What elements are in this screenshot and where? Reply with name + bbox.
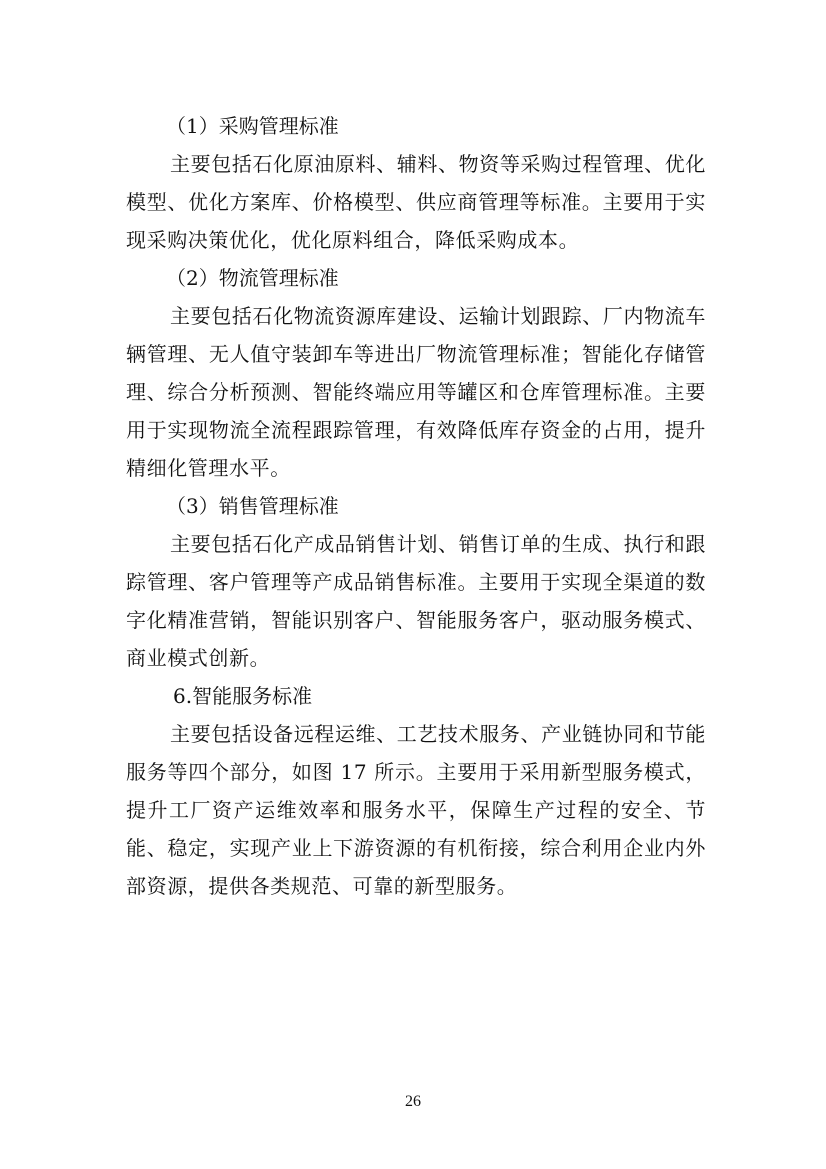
section-heading-procurement: （1）采购管理标准 bbox=[166, 114, 339, 138]
section-body-logistics: 主要包括石化物流资源库建设、运输计划跟踪、厂内物流车辆管理、无人值守装卸车等进出厂物流管理标准；智能化存储管理、综合分析预测、智能终端应用等罐区和仓库管理标准。主要用于实现物流全流程跟踪管理，有效降低库存资金的占用，提升精细化管理水平。 bbox=[126, 304, 706, 480]
section-heading-smart-service: 6.智能服务标准 bbox=[173, 684, 313, 708]
section-body-smart-service: 主要包括设备远程运维、工艺技术服务、产业链协同和节能服务等四个部分，如图 17 所示。主要用于采用新型服务模式，提升工厂资产运维效率和服务水平，保障生产过程的安全、节能、稳定，实现产业上下游资源的有机衔接，综合利用企业内外部资源，提供各类规范、可靠的新型服务。 bbox=[126, 722, 706, 898]
section-heading-logistics: （2）物流管理标准 bbox=[166, 266, 339, 290]
section-body-sales: 主要包括石化产成品销售计划、销售订单的生成、执行和跟踪管理、客户管理等产成品销售标准。主要用于实现全渠道的数字化精准营销，智能识别客户、智能服务客户，驱动服务模式、商业模式创新。 bbox=[126, 532, 706, 670]
page-number: 26 bbox=[405, 1093, 421, 1110]
section-body-procurement: 主要包括石化原油原料、辅料、物资等采购过程管理、优化模型、优化方案库、价格模型、供应商管理等标准。主要用于实现采购决策优化，优化原料组合，降低采购成本。 bbox=[126, 152, 706, 252]
document-body bbox=[126, 107, 706, 905]
section-heading-sales: （3）销售管理标准 bbox=[166, 494, 339, 518]
